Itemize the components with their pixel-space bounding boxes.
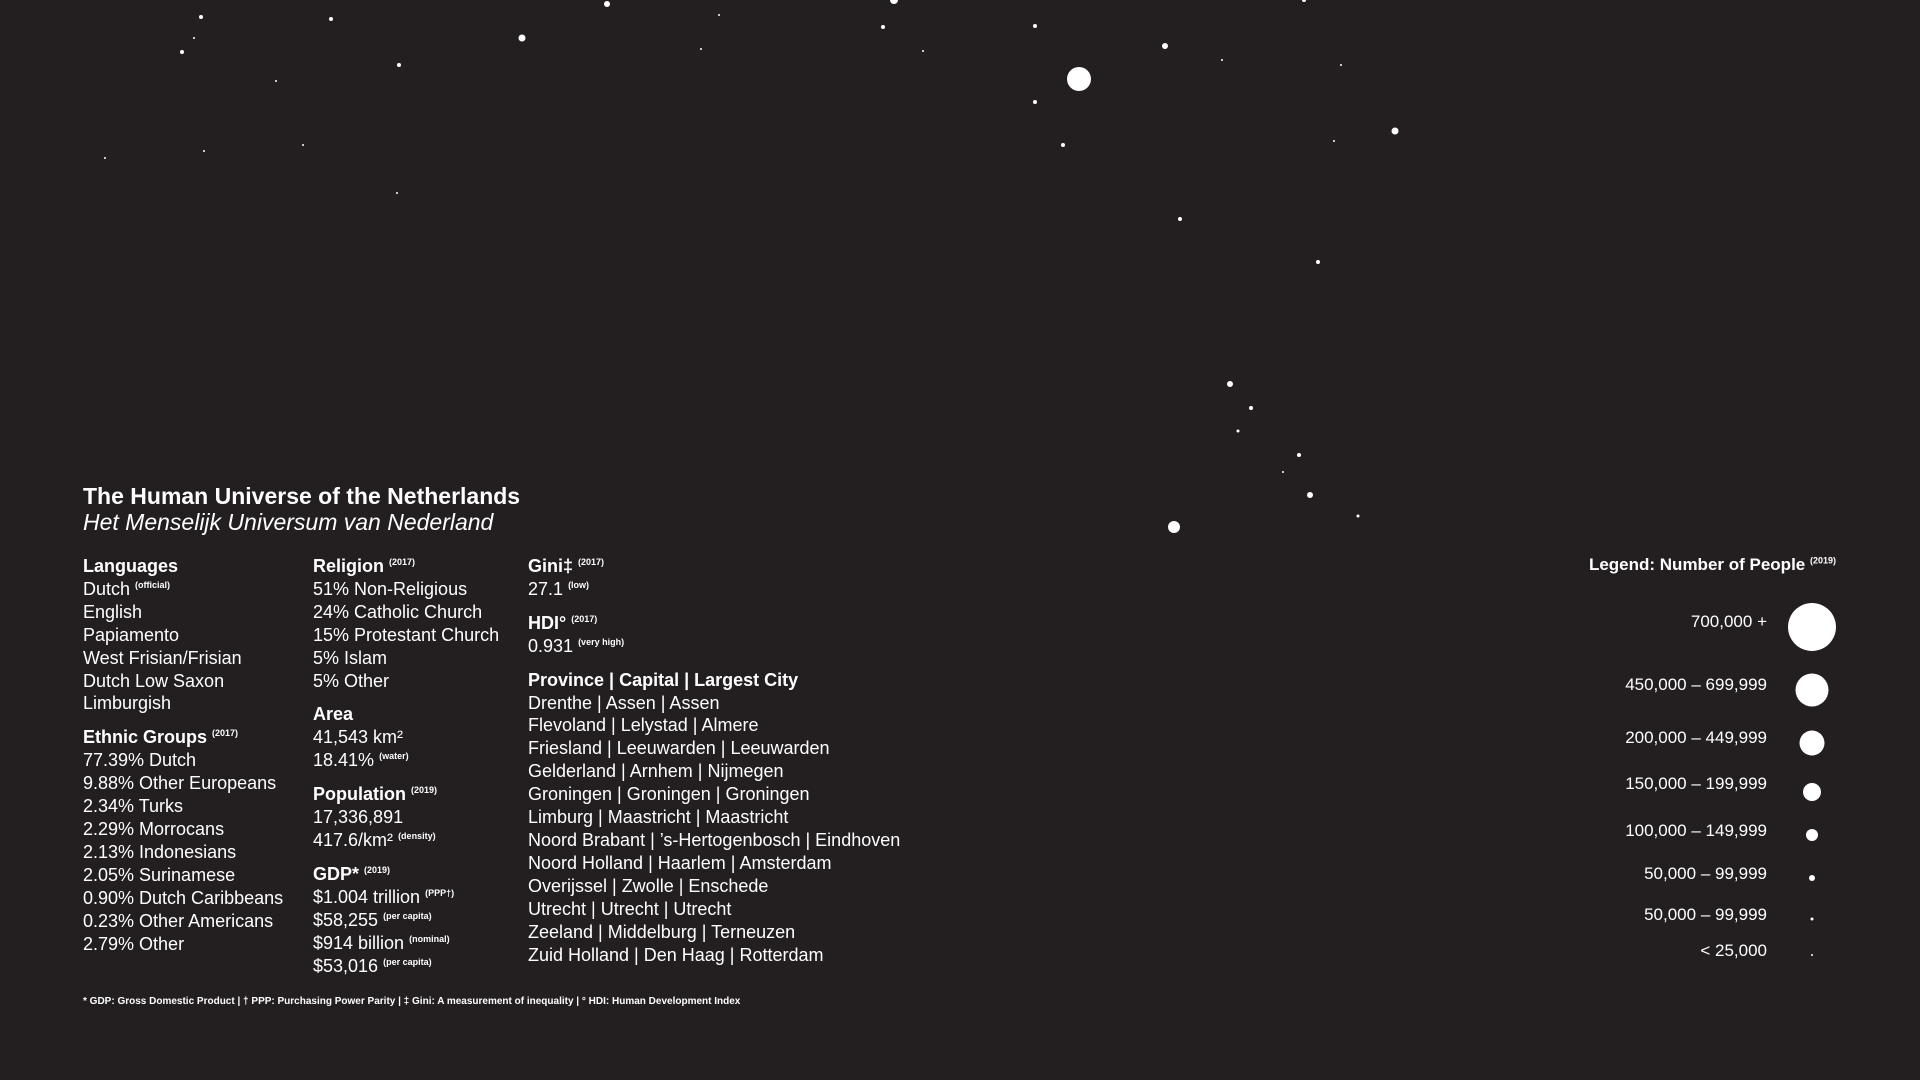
city-dot	[397, 63, 401, 67]
city-dot	[1178, 217, 1182, 221]
legend-dot	[1788, 603, 1836, 651]
area-water-value: 18.41%	[313, 750, 375, 771]
languages-section	[83, 555, 283, 715]
hdi-value-text: 0.931	[528, 635, 574, 656]
religion-item: 15% Protestant Church	[313, 624, 500, 645]
city-dot	[1221, 59, 1223, 61]
page-subtitle: Het Menselijk Universum van Nederland	[83, 509, 494, 535]
ethnic-item: 77.39% Dutch	[83, 750, 197, 771]
footnote: * GDP: Gross Domestic Product | † PPP: Purchasing Power Parity | ‡ Gini: A measurement of inequality | ° HDI: Human Development Index	[83, 996, 741, 1007]
gdp-value: $914 billion	[313, 932, 405, 953]
city-dot	[1067, 67, 1091, 91]
city-dot	[193, 37, 195, 39]
population-year: (2019)	[411, 785, 438, 796]
ethnic-section	[83, 726, 283, 955]
legend-label: 200,000 – 449,999	[1625, 728, 1767, 747]
legend-title-text: Legend: Number of People	[1588, 555, 1806, 574]
ethnic-heading	[83, 726, 283, 749]
city-dot	[275, 80, 277, 82]
ethnic-item: 9.88% Other Europeans	[83, 773, 277, 794]
city-dot	[1282, 471, 1284, 473]
religion-item: 5% Islam	[313, 647, 388, 668]
legend-year: (2019)	[1809, 555, 1836, 566]
legend-dot	[1811, 918, 1814, 921]
city-dot	[1237, 430, 1240, 433]
hdi-note: (very high)	[578, 636, 625, 647]
city-dot	[1340, 64, 1342, 66]
gdp-section	[313, 863, 499, 978]
province-item: Zuid Holland | Den Haag | Rotterdam	[528, 944, 824, 965]
gini-value	[528, 578, 900, 601]
city-dot	[1168, 521, 1180, 533]
city-dot	[519, 35, 526, 42]
city-dot	[718, 14, 720, 16]
legend-dot	[1803, 783, 1821, 801]
provinces-heading: Province | Capital | Largest City	[528, 669, 799, 690]
language-name: Dutch	[83, 578, 131, 599]
area-section	[313, 703, 499, 772]
provinces-section	[528, 669, 900, 967]
province-item: Drenthe | Assen | Assen	[528, 692, 720, 713]
religion-heading-text: Religion	[313, 556, 384, 576]
column-gini-hdi-provinces	[528, 555, 900, 977]
page-title: The Human Universe of the Netherlands	[83, 483, 521, 509]
gdp-note: (per capita)	[383, 956, 432, 967]
language-item: West Frisian/Frisian	[83, 647, 242, 668]
population-density-note: (density)	[398, 830, 436, 841]
city-dot	[1249, 406, 1253, 410]
legend-label: < 25,000	[1700, 941, 1767, 960]
language-item	[83, 578, 283, 601]
ethnic-item: 2.13% Indonesians	[83, 841, 237, 862]
legend-label: 700,000 +	[1690, 612, 1767, 631]
religion-section	[313, 555, 499, 692]
legend-dot	[1809, 875, 1815, 881]
city-dot	[1162, 43, 1168, 49]
city-dot	[180, 50, 184, 54]
population-value: 17,336,891	[313, 807, 404, 828]
hdi-year: (2017)	[571, 613, 598, 624]
city-dot	[922, 50, 924, 52]
province-item: Overijssel | Zwolle | Enschede	[528, 875, 769, 896]
population-density-value: 417.6/km²	[313, 829, 394, 850]
gdp-item	[313, 886, 499, 909]
hdi-section	[528, 612, 900, 658]
column-languages-ethnic	[83, 555, 283, 966]
city-dot	[890, 0, 898, 4]
gdp-year: (2019)	[364, 864, 391, 875]
province-item: Groningen | Groningen | Groningen	[528, 784, 810, 805]
city-dot	[104, 157, 106, 159]
legend-label: 50,000 – 99,999	[1644, 905, 1767, 924]
city-dot	[604, 1, 610, 7]
city-dot	[203, 150, 205, 152]
province-item: Flevoland | Lelystad | Almere	[528, 715, 759, 736]
province-item: Noord Holland | Haarlem | Amsterdam	[528, 852, 832, 873]
population-density	[313, 829, 499, 852]
language-item: Papiamento	[83, 624, 180, 645]
ethnic-item: 0.23% Other Americans	[83, 910, 274, 931]
province-item: Friesland | Leeuwarden | Leeuwarden	[528, 738, 830, 759]
city-dot	[1227, 381, 1233, 387]
city-dot	[1297, 453, 1301, 457]
hdi-heading-text: HDI°	[528, 612, 567, 633]
ethnic-item: 2.79% Other	[83, 933, 185, 954]
gini-value-text: 27.1	[528, 578, 564, 599]
area-value: 41,543 km²	[313, 727, 404, 748]
gdp-value: $58,255	[313, 909, 379, 930]
gini-section	[528, 555, 900, 601]
legend-label: 450,000 – 699,999	[1625, 675, 1767, 694]
population-heading	[313, 783, 499, 806]
city-dot	[1033, 24, 1037, 28]
legend-dot	[1806, 829, 1818, 841]
language-item: Dutch Low Saxon	[83, 670, 225, 691]
city-dot	[1033, 100, 1037, 104]
legend-label: 50,000 – 99,999	[1644, 864, 1767, 883]
population-heading-text: Population	[313, 784, 406, 805]
legend-dot	[1800, 731, 1825, 756]
province-item: Gelderland | Arnhem | Nijmegen	[528, 761, 784, 782]
province-item: Noord Brabant | ’s-Hertogenbosch | Eindhoven	[528, 829, 901, 850]
language-note: (official)	[135, 579, 171, 590]
gdp-note: (per capita)	[383, 910, 432, 921]
city-dot	[1333, 140, 1335, 142]
religion-item: 51% Non-Religious	[313, 578, 468, 599]
city-dot	[1392, 128, 1399, 135]
city-dot	[1307, 492, 1313, 498]
religion-year: (2017)	[389, 557, 416, 567]
city-dot	[396, 192, 398, 194]
languages-heading: Languages	[83, 556, 179, 576]
legend-label: 150,000 – 199,999	[1625, 774, 1767, 793]
gdp-item	[313, 909, 499, 932]
gini-note: (low)	[568, 579, 590, 590]
ethnic-heading-text: Ethnic Groups	[83, 727, 208, 748]
area-water-note: (water)	[379, 751, 409, 762]
population-section	[313, 783, 499, 852]
city-dot	[1316, 260, 1320, 264]
area-heading: Area	[313, 704, 354, 725]
ethnic-item: 2.05% Surinamese	[83, 864, 236, 885]
city-dot	[881, 25, 885, 29]
gdp-value: $1.004 trillion	[313, 886, 421, 907]
province-item: Zeeland | Middelburg | Terneuzen	[528, 921, 796, 942]
city-dot	[199, 15, 203, 19]
column-religion-area-population-gdp	[313, 555, 499, 988]
gdp-note: (nominal)	[409, 933, 450, 944]
city-dot	[329, 17, 333, 21]
gdp-heading	[313, 863, 499, 886]
city-dot	[1357, 515, 1360, 518]
legend-dot	[1796, 674, 1829, 707]
gini-heading	[528, 555, 900, 578]
hdi-value	[528, 635, 900, 658]
area-water	[313, 749, 499, 772]
city-dot	[302, 144, 304, 146]
hdi-heading	[528, 612, 900, 635]
gdp-value: $53,016	[313, 955, 379, 976]
city-dot	[700, 48, 702, 50]
province-item: Limburg | Maastricht | Maastricht	[528, 807, 789, 828]
religion-item: 24% Catholic Church	[313, 601, 483, 622]
gdp-heading-text: GDP*	[313, 863, 360, 884]
legend-dot	[1811, 954, 1813, 956]
ethnic-year: (2017)	[212, 728, 239, 739]
city-dot	[1061, 143, 1065, 147]
gini-heading-text: Gini‡	[528, 556, 574, 576]
gini-year: (2017)	[578, 557, 605, 567]
legend-title	[1589, 555, 1836, 575]
language-item: English	[83, 601, 143, 622]
language-item: Limburgish	[83, 693, 172, 714]
province-item: Utrecht | Utrecht | Utrecht	[528, 898, 732, 919]
ethnic-item: 2.34% Turks	[83, 796, 184, 817]
gdp-item	[313, 955, 499, 978]
ethnic-item: 0.90% Dutch Caribbeans	[83, 887, 284, 908]
city-dot	[1302, 0, 1306, 2]
legend-label: 100,000 – 149,999	[1625, 821, 1767, 840]
gdp-item	[313, 932, 499, 955]
religion-item: 5% Other	[313, 670, 390, 691]
gdp-note: (PPP†)	[425, 887, 455, 898]
religion-heading	[313, 555, 499, 578]
ethnic-item: 2.29% Morrocans	[83, 818, 225, 839]
